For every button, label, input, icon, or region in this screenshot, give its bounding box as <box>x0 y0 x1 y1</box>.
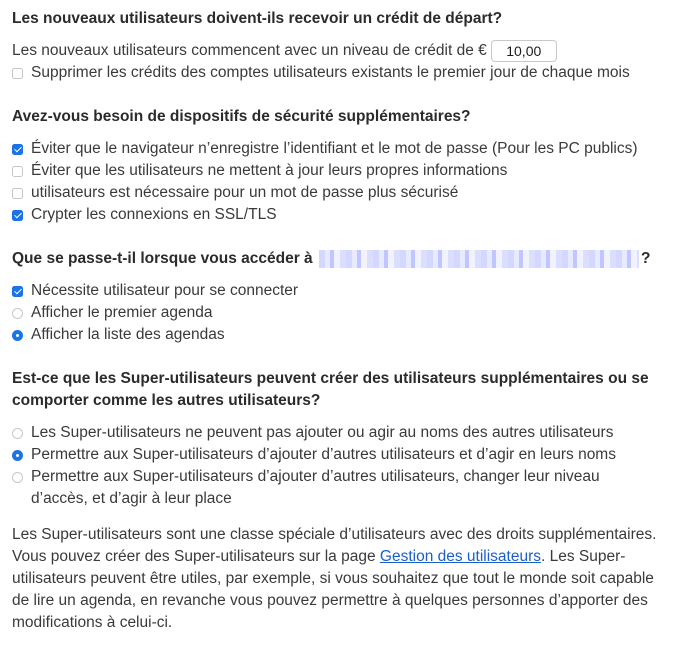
security-option-label: utilisateurs est nécessaire pour un mot de passe plus sécurisé <box>31 184 459 201</box>
start-credit-input[interactable] <box>491 40 557 62</box>
credit-section <box>12 8 667 84</box>
security-option[interactable] <box>12 182 667 204</box>
reset-credit-checkbox[interactable] <box>12 68 23 79</box>
security-option[interactable] <box>12 204 667 226</box>
superusers-option[interactable] <box>12 444 667 466</box>
access-option[interactable] <box>12 324 667 346</box>
secure-password-checkbox[interactable] <box>12 188 23 199</box>
superusers-option-label: Permettre aux Super-utilisateurs d’ajouter d’autres utilisateurs et d’agir en leurs noms <box>31 446 616 463</box>
access-section <box>12 248 667 346</box>
superusers-option-label: Les Super-utilisateurs ne peuvent pas ajouter ou agir au noms des autres utilisateurs <box>31 424 614 441</box>
superusers-info-text-end: . Les Super-utilisateurs peuvent être utiles, par exemple, si vous souhaitez que tout le monde soit capable de lire un agenda, en revanche vous pouvez permettre à quelques personnes d’apporter des modifications à celui-ci. <box>12 548 654 631</box>
start-credit-label: Les nouveaux utilisateurs commencent avec un niveau de crédit de € <box>12 42 487 59</box>
no-superuser-actions-radio[interactable] <box>12 428 23 439</box>
access-question <box>12 248 667 270</box>
access-option-label: Afficher le premier agenda <box>31 304 213 321</box>
first-calendar-radio[interactable] <box>12 308 23 319</box>
security-question: Avez-vous besoin de dispositifs de sécurité supplémentaires? <box>12 108 471 125</box>
require-login-label: Nécessite utilisateur pour se connecter <box>31 282 299 299</box>
security-option-label: Crypter les connexions en SSL/TLS <box>31 206 277 223</box>
start-credit-row <box>12 40 667 62</box>
security-option-label: Éviter que le navigateur n’enregistre l’identifiant et le mot de passe (Pour les PC publics) <box>31 140 638 157</box>
reset-credit-label: Supprimer les crédits des comptes utilisateurs existants le premier jour de chaque mois <box>31 64 630 81</box>
superusers-section <box>12 368 667 634</box>
superusers-option[interactable] <box>12 466 652 510</box>
access-option[interactable] <box>12 302 667 324</box>
access-question-suffix: ? <box>640 250 651 267</box>
superuser-full-radio[interactable] <box>12 472 23 483</box>
security-option[interactable] <box>12 160 667 182</box>
require-login-checkbox[interactable] <box>12 286 23 297</box>
superusers-info-text: Les Super-utilisateurs sont une classe spéciale d’utilisateurs avec des droits supplémentaires. Vous pouvez créer des Super-utilisateurs sur la page <box>12 526 657 565</box>
prevent-self-update-checkbox[interactable] <box>12 166 23 177</box>
security-section <box>12 106 667 226</box>
credit-question: Les nouveaux utilisateurs doivent-ils recevoir un crédit de départ? <box>12 10 503 27</box>
reset-credit-row[interactable] <box>12 62 667 84</box>
security-option[interactable] <box>12 138 667 160</box>
superusers-question: Est-ce que les Super-utilisateurs peuvent créer des utilisateurs supplémentaires ou se comporter comme les autres utilisateurs? <box>12 370 649 409</box>
security-option-label: Éviter que les utilisateurs ne mettent à jour leurs propres informations <box>31 162 508 179</box>
redacted-url <box>319 250 639 268</box>
superusers-option-label: Permettre aux Super-utilisateurs d’ajouter d’autres utilisateurs, changer leur niveau d’accès, et d’agir à leur place <box>31 468 600 507</box>
require-login-row[interactable] <box>12 280 667 302</box>
superusers-option[interactable] <box>12 422 667 444</box>
user-management-link[interactable]: Gestion des utilisateurs <box>379 548 542 565</box>
ssl-tls-checkbox[interactable] <box>12 210 23 221</box>
access-question-prefix: Que se passe-t-il lorsque vous accéder à <box>12 250 313 267</box>
calendar-list-radio[interactable] <box>12 330 23 341</box>
access-option-label: Afficher la liste des agendas <box>31 326 225 343</box>
prevent-save-password-checkbox[interactable] <box>12 144 23 155</box>
superuser-add-act-radio[interactable] <box>12 450 23 461</box>
superusers-info <box>12 524 664 634</box>
